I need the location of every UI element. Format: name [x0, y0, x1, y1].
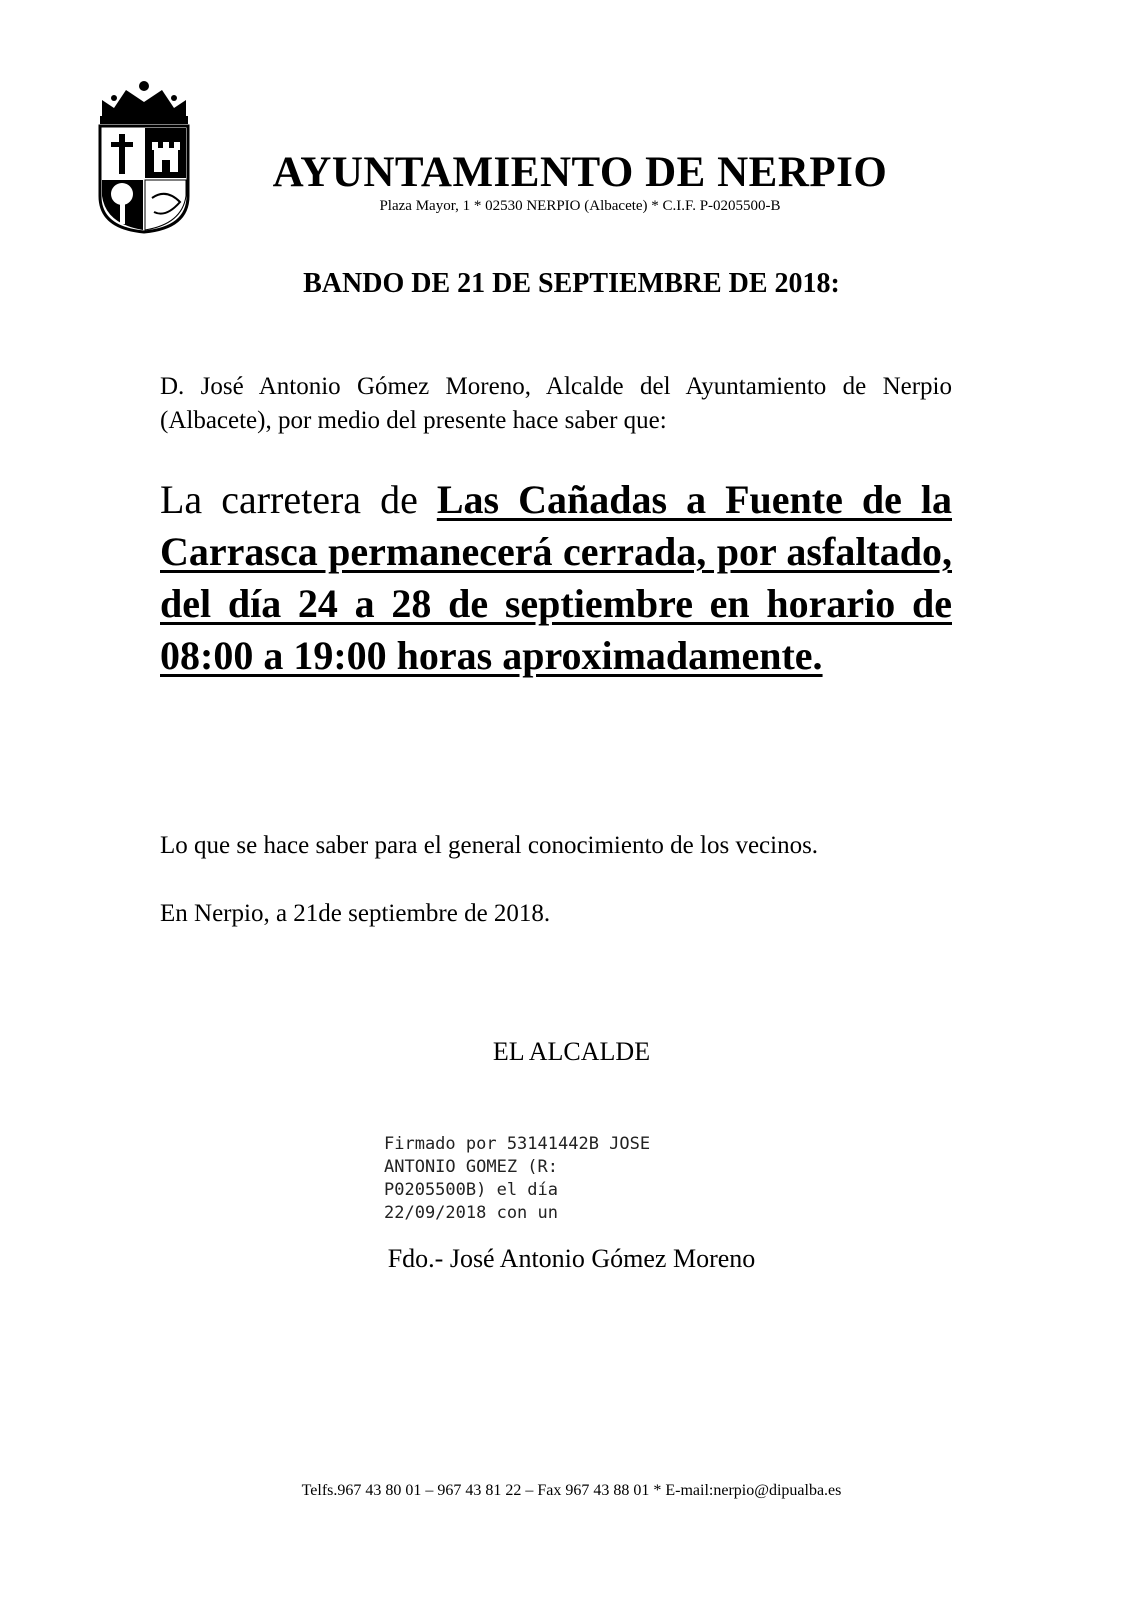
- organization-name: AYUNTAMIENTO DE NERPIO: [272, 149, 888, 196]
- place-and-date: En Nerpio, a 21de septiembre de 2018.: [160, 900, 551, 927]
- road-closure-notice: [160, 474, 952, 682]
- signer-name: Fdo.- José Antonio Gómez Moreno: [387, 1244, 756, 1273]
- intro-paragraph: D. José Antonio Gómez Moreno, Alcalde del Ayuntamiento de Nerpio (Albacete), por medio del presente hace saber que:: [160, 373, 952, 434]
- organization-address: Plaza Mayor, 1 * 02530 NERPIO (Albacete) * C.I.F. P-0205500-B: [379, 198, 781, 214]
- coat-of-arms-icon: [96, 78, 192, 234]
- notice-highlight: Las Cañadas a Fuente de la Carrasca permanecerá cerrada, por asfaltado, del día 24 a 28 de septiembre en horario de 08:00 a 19:00 horas aproximadamente.: [160, 477, 952, 678]
- document-title: BANDO DE 21 DE SEPTIEMBRE DE 2018:: [303, 268, 840, 299]
- closing-paragraph: Lo que se hace saber para el general conocimiento de los vecinos.: [160, 832, 819, 859]
- contact-footer: Telfs.967 43 80 01 – 967 43 81 22 – Fax 967 43 88 01 * E-mail:nerpio@dipualba.es: [301, 1482, 842, 1499]
- notice-lead: La carretera de: [160, 477, 437, 522]
- signer-role: EL ALCALDE: [492, 1037, 651, 1066]
- digital-signature-stamp: Firmado por 53141442B JOSE ANTONIO GOMEZ (R: P0205500B) el día 22/09/2018 con un: [384, 1134, 651, 1223]
